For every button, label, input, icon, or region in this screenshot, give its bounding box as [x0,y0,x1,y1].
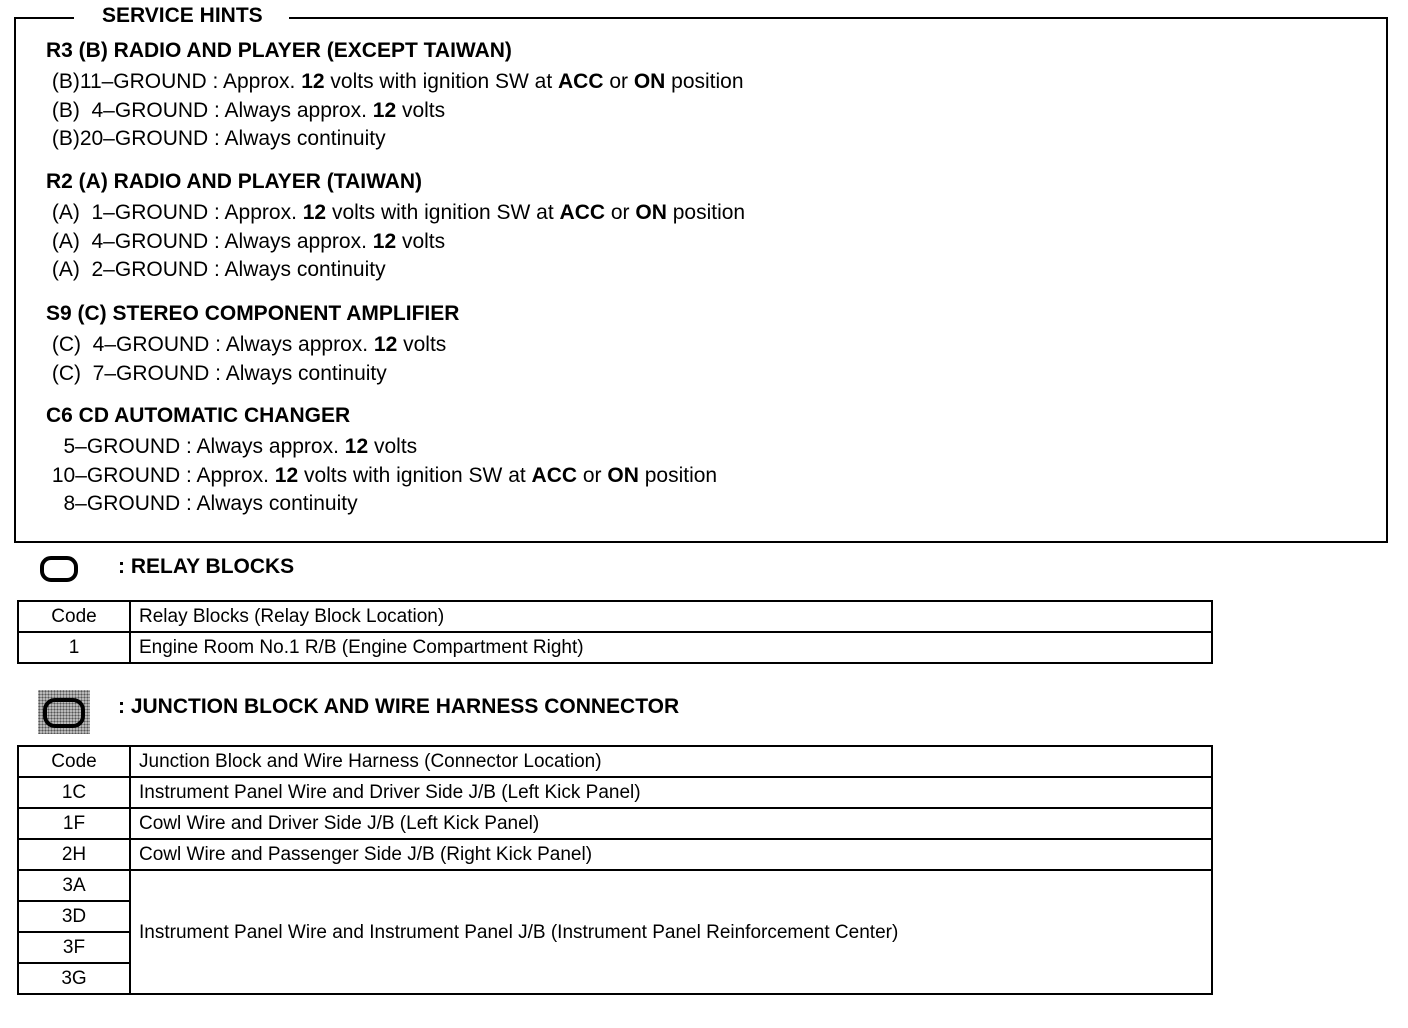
hint-heading: S9 (C) STEREO COMPONENT AMPLIFIER [46,302,460,325]
hint-line: 10–GROUND : Approx. 12 volts with ignition SW at ACC or ON position [46,463,718,487]
junction-block-table [17,745,1213,995]
hint-heading: C6 CD AUTOMATIC CHANGER [46,404,351,427]
hint-heading: R2 (A) RADIO AND PLAYER (TAIWAN) [46,170,423,193]
code-cell: 3G [18,963,130,994]
desc-cell: Cowl Wire and Passenger Side J/B (Right Kick Panel) [130,839,1212,870]
hint-block-r3 [46,36,744,154]
desc-cell: Cowl Wire and Driver Side J/B (Left Kick Panel) [130,808,1212,839]
table-header-row [18,746,1212,777]
table-row [18,808,1212,839]
hint-line: (B)20–GROUND : Always continuity [46,127,386,151]
code-cell: 2H [18,839,130,870]
table-row [18,839,1212,870]
code-cell: 1 [18,632,130,663]
hint-line: (A) 4–GROUND : Always approx. 12 volts [46,229,446,253]
junction-block-outline-icon [43,698,85,728]
desc-header: Junction Block and Wire Harness (Connector Location) [130,746,1212,777]
hint-block-c6 [46,401,717,519]
hint-line: 5–GROUND : Always approx. 12 volts [46,435,418,458]
service-hints-title: SERVICE HINTS [74,2,289,30]
desc-cell: Engine Room No.1 R/B (Engine Compartment Right) [130,632,1212,663]
hint-line: 8–GROUND : Always continuity [46,492,358,516]
code-cell: 3A [18,870,130,901]
code-cell: 1F [18,808,130,839]
hint-line: (A) 2–GROUND : Always continuity [46,258,386,282]
desc-cell: Instrument Panel Wire and Instrument Panel J/B (Instrument Panel Reinforcement Center) [130,870,1212,994]
relay-block-outline-icon [40,556,78,582]
hint-line: (C) 4–GROUND : Always approx. 12 volts [46,333,447,356]
junction-block-label: : JUNCTION BLOCK AND WIRE HARNESS CONNECTOR [118,695,680,718]
table-row [18,777,1212,808]
hint-line: (B) 4–GROUND : Always approx. 12 volts [46,98,446,122]
hint-line: (C) 7–GROUND : Always continuity [46,361,387,385]
code-cell: 3F [18,932,130,963]
code-cell: 3D [18,901,130,932]
hint-block-s9 [46,299,459,388]
desc-cell: Instrument Panel Wire and Driver Side J/B (Left Kick Panel) [130,777,1212,808]
table-header-row [18,601,1212,632]
relay-blocks-label: : RELAY BLOCKS [118,555,295,578]
hint-line: (A) 1–GROUND : Approx. 12 volts with ignition SW at ACC or ON position [46,201,746,224]
code-header: Code [18,746,130,777]
code-header: Code [18,601,130,632]
table-row [18,870,1212,901]
hint-block-r2 [46,167,745,285]
hint-heading: R3 (B) RADIO AND PLAYER (EXCEPT TAIWAN) [46,39,512,62]
code-cell: 1C [18,777,130,808]
desc-header: Relay Blocks (Relay Block Location) [130,601,1212,632]
relay-blocks-table [17,600,1213,664]
hint-line: (B)11–GROUND : Approx. 12 volts with ignition SW at ACC or ON position [46,70,744,93]
table-row [18,632,1212,663]
